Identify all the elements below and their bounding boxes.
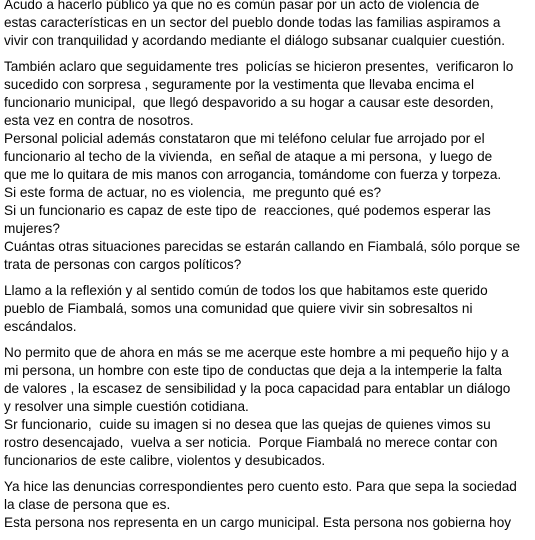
paragraph-1: [4, 0, 535, 50]
paragraph-5: [4, 478, 535, 532]
text-line: rostro desencajado, vuelva a ser noticia. Porque Fiambalá no merece contar con: [4, 435, 498, 450]
text-line: de valores , la escasez de sensibilidad y la poca capacidad para entablar un diálogo: [4, 381, 511, 396]
text-line: trata de personas con cargos políticos?: [4, 257, 242, 272]
text-line: estas características en un sector del pueblo donde todas las familias aspiramos a: [4, 15, 501, 30]
text-line: y resolver una simple cuestión cotidiana.: [4, 399, 249, 414]
text-line: Cuántas otras situaciones parecidas se estarán callando en Fiambalá, sólo porque se: [4, 239, 521, 254]
text-line: Acudo a hacerlo público ya que no es común pasar por un acto de violencia de: [4, 0, 480, 12]
text-line: Personal policial además constataron que mi teléfono celular fue arrojado por el: [4, 131, 485, 146]
text-line: que me lo quitara de mis manos con arrogancia, tomándome con fuerza y torpeza.: [4, 167, 502, 182]
text-line: Ya hice las denuncias correspondientes pero cuento esto. Para que sepa la sociedad: [4, 479, 517, 494]
text-line: También aclaro que seguidamente tres policías se hicieron presentes, verificaron lo: [4, 59, 514, 74]
text-line: mi persona, un hombre con este tipo de conductas que deja a la intemperie la falta: [4, 363, 502, 378]
text-line: la clase de persona que es.: [4, 497, 171, 512]
text-line: funcionario municipal, que llegó despavorido a su hogar a causar este desorden,: [4, 95, 494, 110]
paragraph-3: [4, 282, 535, 336]
paragraph-4: [4, 344, 535, 470]
text-line: Sr funcionario, cuide su imagen si no desea que las quejas de quienes vimos su: [4, 417, 491, 432]
text-line: Si un funcionario es capaz de este tipo de reacciones, qué podemos esperar las: [4, 203, 491, 218]
paragraph-2: [4, 58, 535, 274]
text-line: Esta persona nos representa en un cargo municipal. Esta persona nos gobierna hoy: [4, 515, 512, 530]
text-line: mujeres?: [4, 221, 60, 236]
text-line: escándalos.: [4, 319, 77, 334]
text-line: Llamo a la reflexión y al sentido común de todos los que habitamos este querido: [4, 283, 488, 298]
text-line: Si este forma de actuar, no es violencia, me pregunto qué es?: [4, 185, 382, 200]
text-line: esta vez en contra de nosotros.: [4, 113, 194, 128]
text-line: vivir con tranquilidad y acordando mediante el diálogo subsanar cualquier cuestión.: [4, 33, 506, 48]
text-line: No permito que de ahora en más se me acerque este hombre a mi pequeño hijo y a: [4, 345, 509, 360]
text-line: funcionario al techo de la vivienda, en señal de ataque a mi persona, y luego de: [4, 149, 493, 164]
text-line: sucedido con sorpresa , seguramente por la vestimenta que llevaba encima el: [4, 77, 475, 92]
text-line: pueblo de Fiambalá, somos una comunidad que quiere vivir sin sobresaltos ni: [4, 301, 473, 316]
post-text-body: [4, 0, 535, 540]
text-line: funcionarios de este calibre, violentos y desubicados.: [4, 453, 326, 468]
